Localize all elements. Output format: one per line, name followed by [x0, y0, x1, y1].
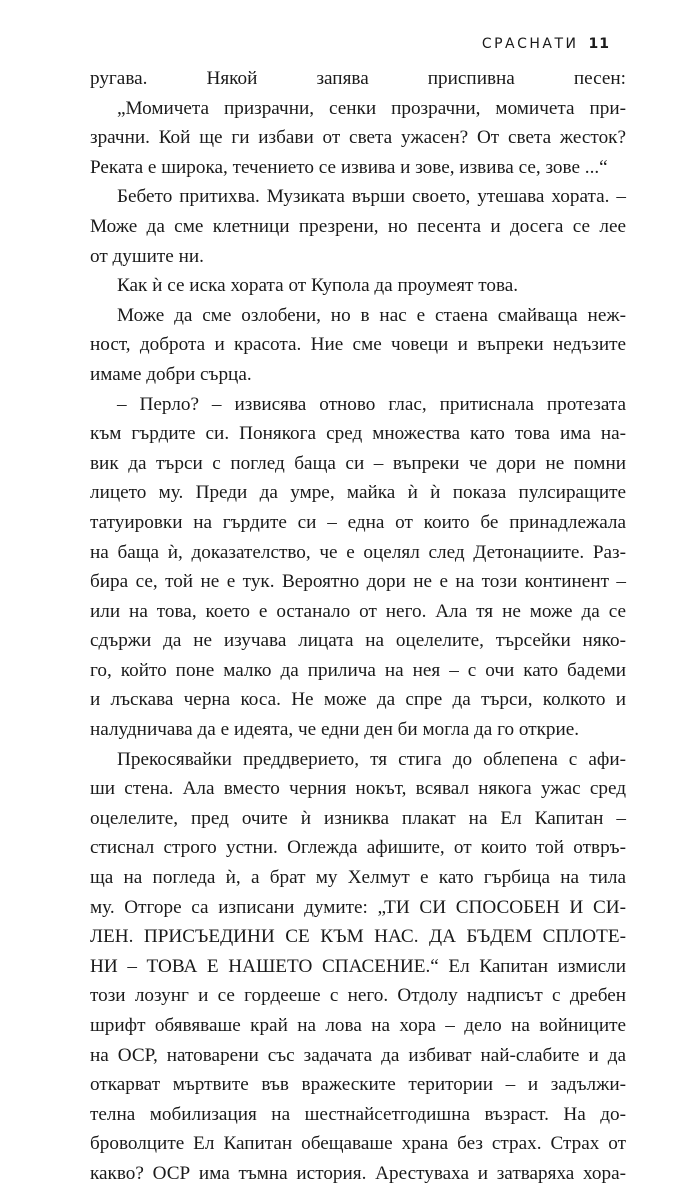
- text-line: Може да сме клетници презрени, но песента и досега се лее: [90, 215, 626, 237]
- text-line: към гърдите си. Понякога сред множества като това има на-: [90, 423, 626, 445]
- text-line: на ОСР, натоварени със задачата да избиват най-слабите и да: [90, 1044, 626, 1066]
- text-line: телна мобилизация на шестнайсетгодишна възраст. На до-: [90, 1103, 626, 1125]
- text-line: и лъскава черна коса. Не може да спре да търси, колкото и: [90, 689, 626, 711]
- text-line: НИ – ТОВА Е НАШЕТО СПАСЕНИЕ.“ Ел Капитан измисли: [90, 955, 626, 977]
- text-line: броволците Ел Капитан обещаваше храна без страх. Страх от: [90, 1133, 626, 1155]
- text-line: оцелелите, пред очите ѝ изниква плакат на Ел Капитан –: [90, 807, 626, 829]
- text-line: шрифт обявяваше край на лова на хора – дело на войниците: [90, 1015, 626, 1036]
- text-line: Може да сме озлобени, но в нас е стаена смайваща неж-: [117, 304, 626, 326]
- text-line: го, който поне малко да прилича на нея – с очи като бадеми: [90, 659, 626, 681]
- text-line: ши стена. Ала вместо черния нокът, всявал някога ужас сред: [90, 778, 626, 800]
- text-line: бира се, той не е тук. Вероятно дори не е на този континент –: [90, 571, 626, 593]
- text-line: или на това, което е останало от него. Ала тя не може да се: [90, 600, 626, 622]
- page-number: 11: [588, 36, 610, 52]
- text-line: – Перло? – извисява отново глас, притиснала протезата: [117, 393, 626, 415]
- text-line: Бебето притихва. Музиката върши своето, утешава хората. –: [117, 186, 626, 208]
- text-line: ругава. Някой запява приспивна песен:: [90, 68, 626, 89]
- text-line: какво? ОСР има тъмна история. Арестуваха и затваряха хора-: [90, 1162, 626, 1184]
- text-line: лицето му. Преди да умре, майка ѝ ѝ показа пулсиращите: [90, 482, 626, 504]
- book-title: СРАСНАТИ: [481, 36, 579, 52]
- text-line: татуировки на гърдите си – една от които бе принадлежала: [90, 511, 626, 533]
- text-line: налудничава да е идеята, че едни ден би могла да го открие.: [90, 719, 580, 741]
- text-line: зрачни. Кой ще ги избави от света ужасен? От света жесток?: [90, 127, 626, 149]
- text-line: Прекосявайки преддверието, тя стига до облепена с афи-: [117, 748, 626, 770]
- text-line: имаме добри сърца.: [90, 363, 252, 385]
- text-line: Реката е широка, течението се извива и зове, извива се, зове ...“: [90, 156, 608, 178]
- text-line: ща на погледа ѝ, а брат му Хелмут е като гърбица на тила: [90, 867, 626, 889]
- text-line: вик да търси с поглед баща си – въпреки че дори не помни: [90, 452, 626, 474]
- text-line: от душите ни.: [90, 245, 204, 267]
- text-line: ЛЕН. ПРИСЪЕДИНИ СЕ КЪМ НАС. ДА БЪДЕМ СПЛОТЕ-: [90, 926, 626, 948]
- running-header: [482, 36, 610, 52]
- text-line: този лозунг и се гордееше с него. Отдолу надписът с дребен: [90, 985, 626, 1007]
- text-line: сдържи да не изучава лицата на оцелелите, търсейки няко-: [90, 630, 626, 652]
- text-line: му. Отгоре са изписани думите: „ТИ СИ СПОСОБЕН И СИ-: [90, 896, 626, 918]
- page-body: [90, 64, 626, 1189]
- text-line: „Момичета призрачни, сенки прозрачни, момичета при-: [117, 97, 626, 119]
- text-line: Как ѝ се иска хората от Купола да проумеят това.: [117, 275, 519, 297]
- text-line: стиснал строго устни. Оглежда афишите, от които той отвръ-: [90, 837, 626, 859]
- text-line: откарват мъртвите във вражеските територии – и задължи-: [90, 1074, 626, 1096]
- text-line: на баща ѝ, доказателство, че е оцелял след Детонациите. Раз-: [90, 541, 626, 563]
- text-line: ност, доброта и красота. Ние сме човеци и въпреки недъзите: [90, 334, 626, 356]
